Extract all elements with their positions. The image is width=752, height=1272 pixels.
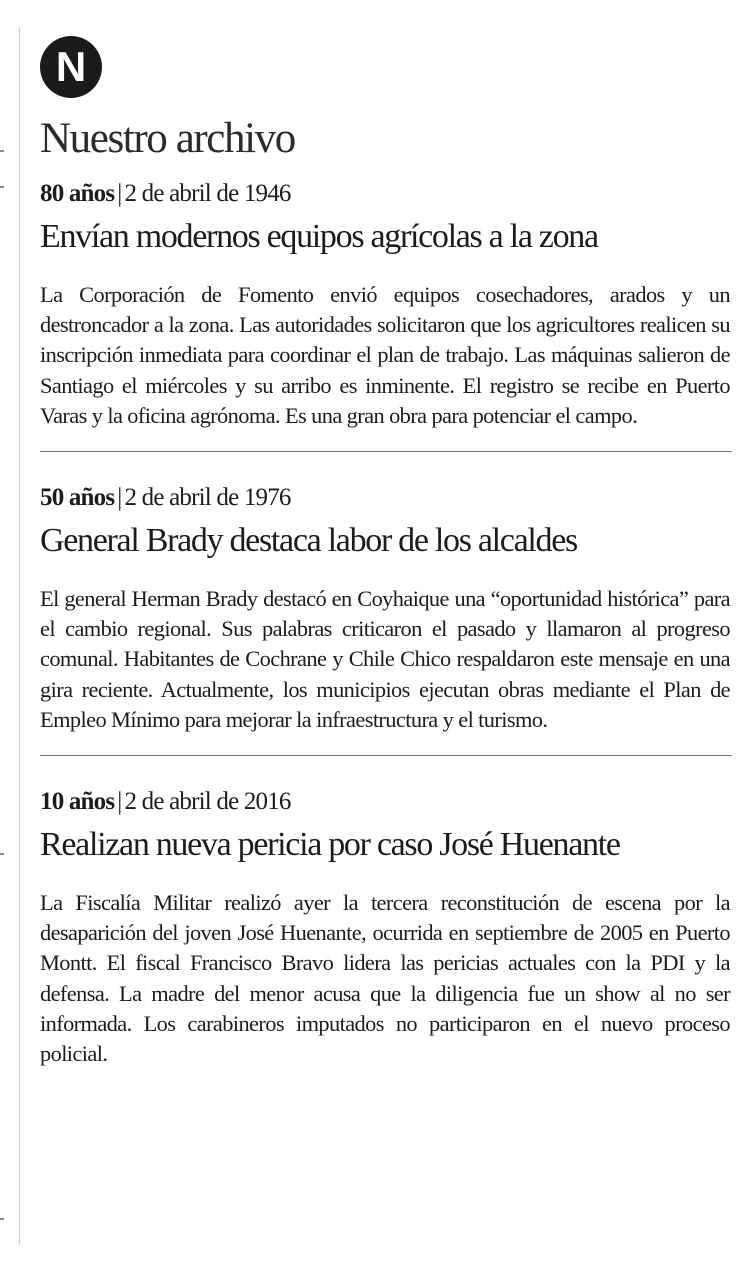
archive-item [40,786,730,1069]
left-column-rule [19,28,20,1244]
margin-tick [0,1218,4,1220]
archive-item [40,482,730,735]
archive-item [40,178,730,431]
item-divider [40,755,732,756]
item-kicker [40,786,730,818]
margin-tick [0,853,4,855]
item-divider [40,451,732,452]
item-kicker [40,178,730,210]
item-body: El general Herman Brady destacó en Coyhaique una “oportunidad histórica” para el cambio regional. Sus palabras criticaron el pasado y llamaron al progreso comunal. Habitantes de Cochrane y Chile Chico respaldaron este mensaje en una gira reciente. Actualmente, los municipios ejecutan obras mediante el Plan de Empleo Mínimo para mejorar la infraestructura y el turismo. [40,586,730,732]
margin-tick [0,186,4,188]
item-kicker [40,482,730,514]
section-title: Nuestro archivo [40,115,295,162]
archive-column [40,36,730,1069]
item-headline: General Brady destaca labor de los alcaldes [40,522,577,560]
item-date: 2 de abril de 1976 [124,484,291,512]
item-years: 80 años [40,180,115,207]
item-date: 2 de abril de 2016 [124,788,291,816]
kicker-separator: | [117,788,122,816]
badge-letter: N [55,43,87,90]
margin-tick [0,150,4,152]
item-body: La Corporación de Fomento envió equipos cosechadores, arados y un destroncador a la zona. Las autoridades solicitaron que los agricultores realicen su inscripción inmediata para coordinar el plan de trabajo. Las máquinas salieron de Santiago el miércoles y su arribo es inminente. El registro se recibe en Puerto Varas y la oficina agrónoma. Es una gran obra para potenciar el campo. [40,282,730,428]
kicker-separator: | [117,180,122,207]
section-badge [40,36,102,98]
item-headline: Realizan nueva pericia por caso José Huenante [40,826,620,864]
item-headline: Envían modernos equipos agrícolas a la zona [40,218,598,255]
kicker-separator: | [117,484,122,512]
item-years: 50 años [40,484,115,512]
item-years: 10 años [40,788,115,816]
item-body: La Fiscalía Militar realizó ayer la tercera reconstitución de escena por la desaparición del joven José Huenante, ocurrida en septiembre de 2005 en Puerto Montt. El fiscal Francisco Bravo lidera las pericias actuales con la PDI y la defensa. La madre del menor acusa que la diligencia fue un show al no ser informada. Los carabineros imputados no participaron en el nuevo proceso policial. [40,890,730,1067]
item-date: 2 de abril de 1946 [124,180,291,207]
